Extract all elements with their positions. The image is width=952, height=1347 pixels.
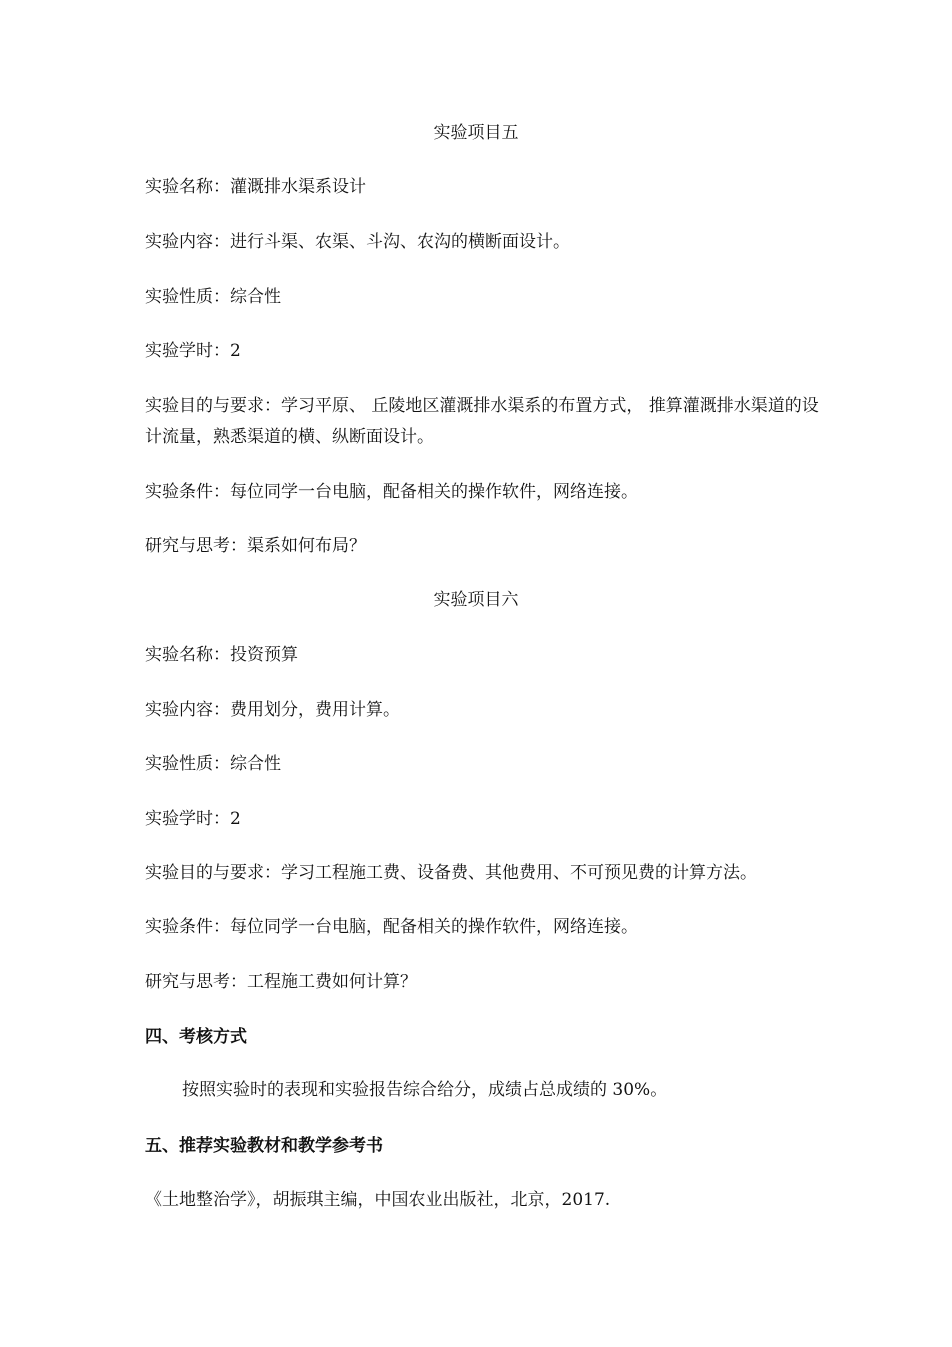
project5-nature: 实验性质：综合性	[145, 287, 281, 307]
project6-name: 实验名称：投资预算	[145, 645, 298, 665]
project5-purpose: 实验目的与要求：学习平原、 丘陵地区灌溉排水渠系的布置方式， 推算灌溉排水渠道的设计流量，熟悉渠道的横、纵断面设计。	[145, 396, 819, 447]
project5-thinking: 研究与思考：渠系如何布局？	[145, 536, 366, 556]
project6-nature: 实验性质：综合性	[145, 754, 281, 774]
assessment-heading: 四、考核方式	[145, 1027, 247, 1046]
project5-content: 实验内容：进行斗渠、农渠、斗沟、农沟的横断面设计。	[145, 232, 570, 252]
textbook-item: 《土地整治学》，胡振琪主编，中国农业出版社，北京，2017.	[145, 1190, 611, 1210]
project6-conditions: 实验条件：每位同学一台电脑，配备相关的操作软件，网络连接。	[145, 917, 638, 937]
project6-purpose: 实验目的与要求：学习工程施工费、设备费、其他费用、不可预见费的计算方法。	[145, 863, 757, 883]
project5-conditions: 实验条件：每位同学一台电脑，配备相关的操作软件，网络连接。	[145, 482, 638, 502]
project5-hours: 实验学时：2	[145, 341, 241, 361]
project6-thinking: 研究与思考：工程施工费如何计算？	[145, 972, 417, 992]
project5-title: 实验项目五	[433, 123, 519, 143]
assessment-text: 按照实验时的表现和实验报告综合给分，成绩占总成绩的 30%。	[182, 1080, 668, 1100]
project6-content: 实验内容：费用划分，费用计算。	[145, 700, 400, 720]
project5-name: 实验名称：灌溉排水渠系设计	[145, 177, 366, 197]
textbooks-heading: 五、推荐实验教材和教学参考书	[145, 1136, 383, 1155]
project6-title: 实验项目六	[433, 590, 519, 610]
project6-hours: 实验学时：2	[145, 809, 241, 829]
